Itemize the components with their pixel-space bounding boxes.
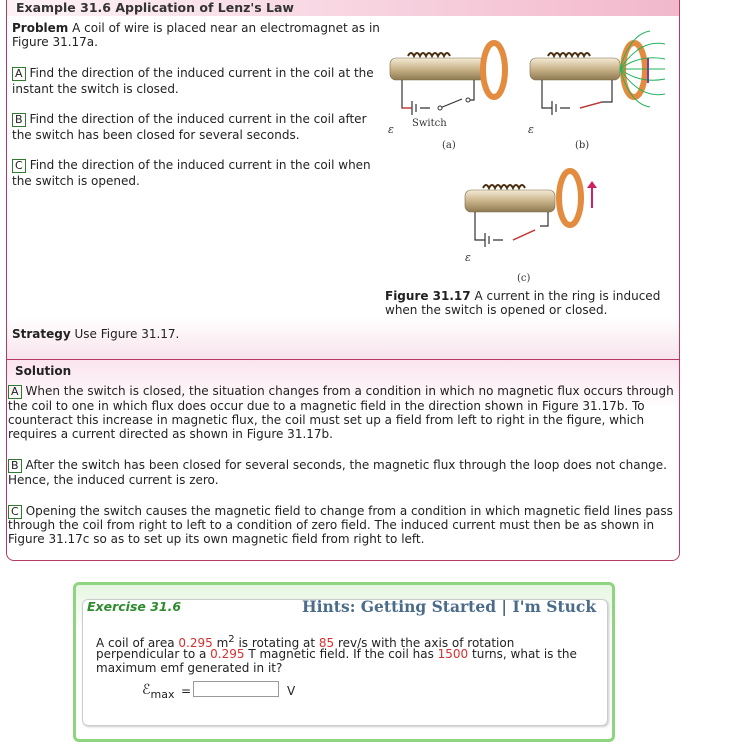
solution-a-line4: requires a current directed as shown in Figure 31.17b. <box>8 427 333 441</box>
part-a <box>12 66 374 81</box>
problem-label: Problem <box>12 21 69 35</box>
label-b: (b) <box>575 140 590 151</box>
exercise-question-line2 <box>96 647 577 661</box>
solution-a-label: A <box>8 385 22 399</box>
problem-text-2: Figure 31.17a. <box>12 35 98 49</box>
solution-b-line2: Hence, the induced current is zero. <box>8 473 219 487</box>
area-value: 0.295 <box>178 636 213 650</box>
strategy-text: Use Figure 31.17. <box>70 327 180 341</box>
example-title: Example 31.6 Application of Lenz's Law <box>16 0 294 15</box>
emf-max-label <box>142 683 174 702</box>
q1-mid: is rotating at <box>234 636 319 650</box>
part-c-line1: Find the direction of the induced current in the coil when <box>29 158 371 172</box>
solution-b <box>8 458 667 473</box>
solution-c-label: C <box>8 505 22 519</box>
solution-a-line1: When the switch is closed, the situation changes from a condition in which no magnetic flux occurs through <box>25 384 674 398</box>
emf-max-input[interactable] <box>193 681 279 697</box>
circuit-a <box>402 80 474 115</box>
circuit-b <box>542 80 612 115</box>
exercise-question-line3: maximum emf generated in it? <box>96 661 283 675</box>
area-unit: m <box>212 636 229 650</box>
part-c-label: C <box>12 159 26 173</box>
coil-a <box>408 53 450 56</box>
rate-value: 85 <box>318 636 335 650</box>
strategy-label: Strategy <box>12 327 71 341</box>
figure-31-17 <box>380 28 680 288</box>
q2-mid: T magnetic field. If the coil has <box>244 647 438 661</box>
figure-panel-a <box>390 43 505 115</box>
circuit-c <box>475 212 548 247</box>
solution-c-line3: Figure 31.17c so as to set up its own magnetic field from right to left. <box>8 532 425 546</box>
exercise-title: Exercise 31.6 <box>87 599 182 614</box>
switch-label: Switch <box>412 118 447 129</box>
solution-c-line1: Opening the switch causes the magnetic field to change from a condition in which magnetic field lines pass <box>25 504 673 518</box>
iron-core-a <box>390 58 485 80</box>
solution-a-line3: counteract this increase in magnetic flux, the coil must set up a field from left to right in the figure, which <box>8 413 645 427</box>
emf-label-c: ε <box>465 251 471 264</box>
label-a: (a) <box>442 140 456 151</box>
problem-statement <box>12 21 380 35</box>
coil-c <box>483 185 525 188</box>
iron-core-b <box>530 58 620 80</box>
solution-heading: Solution <box>15 364 72 378</box>
caption-line2: when the switch is opened or closed. <box>385 303 608 317</box>
part-a-label: A <box>12 67 26 81</box>
emf-label-b: ε <box>528 123 534 136</box>
emf-symbol: ℰ <box>142 682 151 698</box>
emf-label-a: ε <box>388 123 394 136</box>
hints-links[interactable]: Hints: Getting Started | I'm Stuck <box>302 597 597 616</box>
q2-pre: perpendicular to a <box>96 647 211 661</box>
q1-pre: A coil of area <box>96 636 179 650</box>
strategy <box>12 327 179 341</box>
part-b-label: B <box>12 113 26 127</box>
part-b-line1: Find the direction of the induced current in the coil after <box>29 112 367 126</box>
problem-text: A coil of wire is placed near an electromagnet as in <box>68 21 380 35</box>
unit-label: V <box>287 684 296 698</box>
figure-panel-c <box>465 171 597 247</box>
solution-a <box>8 384 674 399</box>
equals-sign: = <box>181 684 192 698</box>
ring-c <box>559 171 581 225</box>
part-a-line2: instant the switch is closed. <box>12 82 179 96</box>
q2-post: turns, what is the <box>468 647 577 661</box>
iron-core-c <box>465 190 555 212</box>
field-value: 0.295 <box>210 647 245 661</box>
area-exponent: 2 <box>228 634 235 645</box>
solution-c <box>8 504 673 519</box>
part-b <box>12 112 367 127</box>
figure-caption <box>385 289 660 303</box>
example-title-bar <box>7 0 679 16</box>
solution-a-line2: the coil to one in which flux does occur due to a magnetic field in the direction shown in Figure 31.17b. To <box>8 399 645 413</box>
figure-panel-b <box>530 31 665 115</box>
caption-line1: A current in the ring is induced <box>470 289 661 303</box>
emf-subscript: max <box>150 687 175 701</box>
part-c-line2: the switch is opened. <box>12 174 140 188</box>
coil-b <box>548 53 590 56</box>
solution-b-line1: After the switch has been closed for several seconds, the magnetic flux through the loop does not change. <box>25 458 667 472</box>
part-c <box>12 158 371 173</box>
solution-c-line2: through the coil from right to left to a condition of zero field. The induced current must then be as shown in <box>8 518 655 532</box>
q1-post: rev/s with the axis of rotation <box>334 636 515 650</box>
ring-a <box>483 43 505 97</box>
solution-b-label: B <box>8 459 22 473</box>
caption-bold: Figure 31.17 <box>385 289 471 303</box>
label-c: (c) <box>517 273 531 284</box>
part-a-line1: Find the direction of the induced current in the coil at the <box>29 66 374 80</box>
turns-value: 1500 <box>437 647 469 661</box>
part-b-line2: the switch has been closed for several seconds. <box>12 128 300 142</box>
